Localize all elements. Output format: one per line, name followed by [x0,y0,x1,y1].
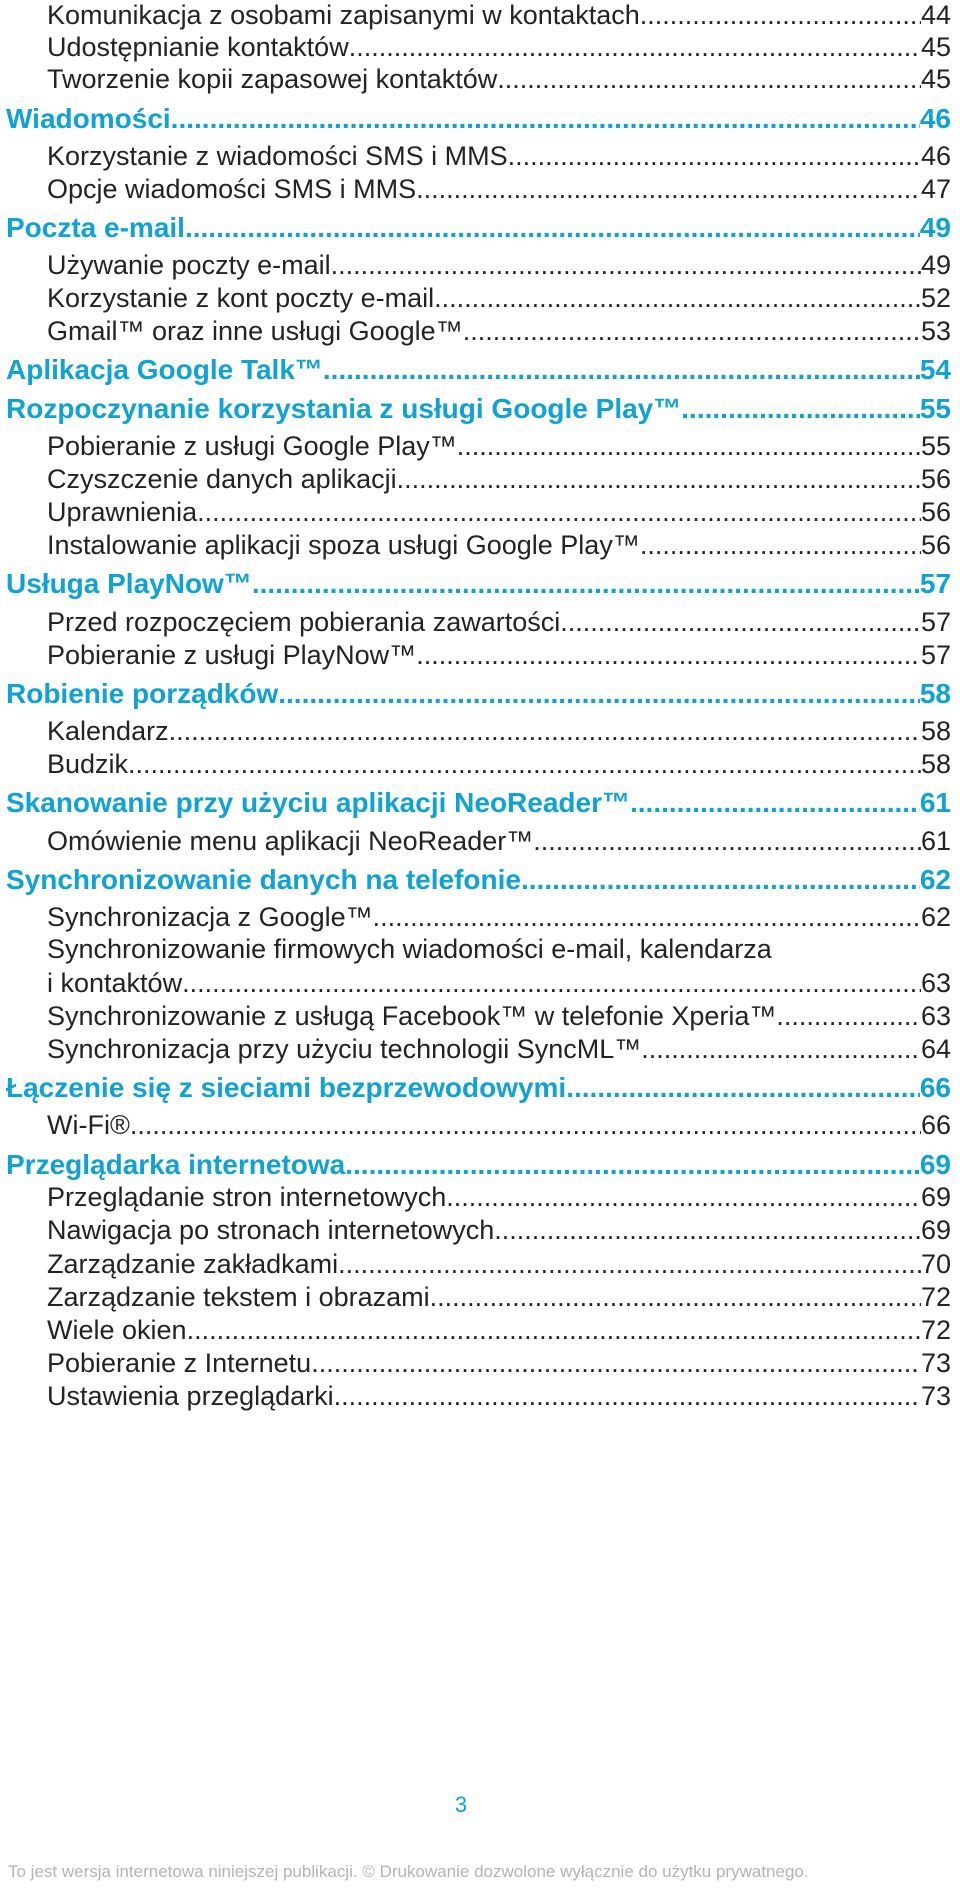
toc-entry-page-number: 64 [920,1034,951,1064]
toc-dot-leader [345,1149,920,1181]
toc-chapter-entry[interactable] [6,103,951,135]
toc-section-entry[interactable] [47,0,951,31]
toc-dot-leader [494,1215,921,1246]
toc-entry-page-number: 63 [920,1001,951,1031]
toc-entry-title: Usługa PlayNow™ [6,568,252,599]
toc-entry-title: Czyszczenie danych aplikacji [47,464,397,494]
toc-section-entry[interactable] [47,464,951,495]
toc-dot-leader [533,826,921,857]
toc-entry-title: Synchronizowanie danych na telefonie [6,864,521,895]
toc-entry-page-number: 56 [920,497,951,527]
toc-entry-page-number: 47 [920,174,951,204]
toc-entry-page-number: 52 [920,283,951,313]
toc-entry-title: Pobieranie z usługi Google Play™ [47,431,457,461]
toc-dot-leader [776,1001,921,1032]
toc-entry-title: Synchronizowanie z usługą Facebook™ w telefonie Xperia™ [47,1001,777,1031]
toc-entry-page-number: 73 [920,1381,951,1411]
toc-section-entry[interactable] [47,250,951,281]
toc-section-entry[interactable] [47,1315,951,1346]
toc-entry-title: Skanowanie przy użyciu aplikacji NeoReader™ [6,787,630,818]
toc-entry-page-number: 69 [920,1215,951,1245]
toc-entry-title-line1: Synchronizowanie firmowych wiadomości e-mail, kalendarza [47,934,772,964]
toc-dot-leader [311,1348,921,1379]
toc-dot-leader [463,316,921,347]
toc-section-entry[interactable] [47,968,951,999]
toc-dot-leader [416,640,921,671]
toc-entry-page-number: 49 [920,250,951,280]
toc-dot-leader [130,1110,921,1141]
toc-chapter-entry[interactable] [6,678,951,710]
toc-dot-leader [338,1249,921,1280]
toc-entry-title: Komunikacja z osobami zapisanymi w kontaktach [47,0,640,30]
toc-chapter-entry[interactable] [6,787,951,819]
toc-entry-page-number: 46 [919,103,951,134]
toc-entry-title: Ustawienia przeglądarki [47,1381,334,1411]
toc-section-entry[interactable] [47,902,951,933]
toc-section-entry[interactable] [47,826,951,857]
toc-section-entry[interactable] [47,716,951,747]
toc-dot-leader [446,1182,921,1213]
toc-entry-title: Kalendarz [47,716,169,746]
toc-entry-page-number: 57 [919,568,951,599]
toc-entry-title: Przeglądarka internetowa [6,1149,346,1180]
toc-chapter-entry[interactable] [6,568,951,600]
toc-entry-title: Poczta e-mail [6,212,185,243]
toc-dot-leader [185,212,920,244]
toc-entry-title: Wi-Fi® [47,1110,130,1140]
toc-dot-leader [252,568,920,600]
toc-dot-leader [430,1282,921,1313]
toc-entry-title: Gmail™ oraz inne usługi Google™ [47,316,463,346]
toc-section-entry[interactable] [47,1001,951,1032]
toc-section-entry[interactable] [47,1182,951,1213]
toc-chapter-entry[interactable] [6,393,951,425]
toc-section-entry[interactable] [47,174,951,205]
toc-chapter-entry[interactable] [6,354,951,386]
toc-entry-page-number: 66 [919,1072,951,1103]
toc-section-entry[interactable] [47,749,951,780]
toc-entry-title: Uprawnienia [47,497,198,527]
toc-entry-title: Rozpoczynanie korzystania z usługi Google Play™ [6,393,682,424]
toc-entry-page-number: 56 [920,530,951,560]
footer-note: To jest wersja internetowa niniejszej publikacji. © Drukowanie dozwolone wyłącznie do użytku prywatnego. [8,1862,809,1881]
toc-chapter-entry[interactable] [6,864,951,896]
toc-entry-title: Instalowanie aplikacji spoza usługi Google Play™ [47,530,640,560]
toc-dot-leader [323,354,920,386]
toc-chapter-entry[interactable] [6,1072,951,1104]
toc-dot-leader [640,0,921,31]
toc-entry-page-number: 57 [920,640,951,670]
toc-entry-page-number: 69 [919,1149,951,1180]
toc-entry-title: Omówienie menu aplikacji NeoReader™ [47,826,534,856]
toc-entry-title: Przeglądanie stron internetowych [47,1182,447,1212]
toc-dot-leader [566,1072,920,1104]
toc-dot-leader [334,1381,921,1412]
toc-dot-leader [457,431,921,462]
toc-entry-title: Opcje wiadomości SMS i MMS [47,174,417,204]
toc-section-entry[interactable] [47,431,951,462]
toc-entry-title: Synchronizacja przy użyciu technologii SyncML™ [47,1034,642,1064]
toc-section-entry[interactable] [47,1249,951,1280]
page-number: 3 [454,1792,468,1817]
toc-dot-leader [434,283,921,314]
toc-section-entry[interactable] [47,32,951,63]
toc-entry-page-number: 66 [920,1110,951,1140]
toc-dot-leader [416,174,921,205]
toc-section-entry[interactable] [47,64,951,95]
toc-entry-page-number: 55 [920,431,951,461]
toc-dot-leader [331,250,921,281]
toc-entry-title: Przed rozpoczęciem pobierania zawartości [47,607,561,637]
toc-section-entry[interactable] [47,1348,951,1379]
toc-entry-title: Korzystanie z wiadomości SMS i MMS [47,141,508,171]
toc-dot-leader [640,530,921,561]
toc-entry-page-number: 55 [919,393,951,424]
toc-entry-title: Łączenie się z sieciami bezprzewodowymi [6,1072,567,1103]
toc-entry-title: Udostępnianie kontaktów [47,32,349,62]
toc-entry-page-number: 46 [920,141,951,171]
toc-entry-title: Zarządzanie zakładkami [47,1249,339,1279]
toc-dot-leader [128,749,921,780]
toc-chapter-entry[interactable] [6,1149,951,1181]
toc-entry-title: Tworzenie kopii zapasowej kontaktów [47,64,498,94]
toc-entry-page-number: 72 [920,1315,951,1345]
toc-dot-leader [560,607,921,638]
toc-entry-page-number: 44 [920,0,951,30]
toc-entry-page-number: 56 [920,464,951,494]
toc-dot-leader [169,716,921,747]
toc-dot-leader [681,393,920,425]
toc-section-entry[interactable] [47,530,951,561]
toc-entry-page-number: 61 [919,787,951,818]
toc-entry-title: i kontaktów [47,968,183,998]
toc-entry-page-number: 58 [920,716,951,746]
toc-entry-title: Zarządzanie tekstem i obrazami [47,1282,430,1312]
toc-entry-page-number: 45 [920,64,951,94]
toc-entry-page-number: 53 [920,316,951,346]
toc-entry-title: Wiadomości [6,103,171,134]
toc-entry-page-number: 58 [919,678,951,709]
toc-entry-page-number: 62 [919,864,951,895]
toc-entry-page-number: 70 [920,1249,951,1279]
toc-dot-leader [373,902,921,933]
toc-entry-page-number: 54 [919,354,951,385]
toc-chapter-entry[interactable] [6,212,951,244]
toc-entry-page-number: 72 [920,1282,951,1312]
toc-entry-page-number: 73 [920,1348,951,1378]
toc-entry-title: Aplikacja Google Talk™ [6,354,323,385]
toc-section-entry[interactable] [47,1215,951,1246]
toc-entry-title: Robienie porządków [6,678,279,709]
toc-entry-page-number: 62 [920,902,951,932]
toc-dot-leader [397,464,921,495]
toc-section-entry[interactable] [47,283,951,314]
toc-section-entry[interactable] [47,1381,951,1412]
toc-section-entry[interactable] [47,497,951,528]
toc-entry-page-number: 63 [920,968,951,998]
toc-entry-title: Pobieranie z usługi PlayNow™ [47,640,417,670]
toc-entry-title: Korzystanie z kont poczty e-mail [47,283,435,313]
toc-dot-leader [508,141,921,172]
toc-entry-page-number: 61 [920,826,951,856]
toc-entry-title: Budzik [47,749,129,779]
toc-entry-page-number: 45 [920,32,951,62]
toc-section-entry[interactable] [47,1282,951,1313]
toc-dot-leader [182,968,921,999]
toc-dot-leader [187,1315,921,1346]
toc-dot-leader [197,497,921,528]
toc-section-entry[interactable] [47,316,951,347]
toc-entry-title: Nawigacja po stronach internetowych [47,1215,495,1245]
toc-dot-leader [349,32,921,63]
toc-entry-title: Używanie poczty e-mail [47,250,331,280]
toc-dot-leader [171,103,920,135]
toc-section-entry[interactable] [47,1034,951,1065]
toc-dot-leader [521,864,920,896]
toc-entry-page-number: 49 [919,212,951,243]
toc-entry-page-number: 58 [920,749,951,779]
toc-entry-title: Synchronizacja z Google™ [47,902,373,932]
toc-dot-leader [630,787,920,819]
toc-entry-page-number: 69 [920,1182,951,1212]
toc-section-entry[interactable] [47,640,951,671]
toc-dot-leader [278,678,920,710]
toc-entry-title: Wiele okien [47,1315,187,1345]
toc-entry-page-number: 57 [920,607,951,637]
toc-dot-leader [641,1034,921,1065]
toc-section-entry[interactable] [47,607,951,638]
toc-section-entry[interactable] [47,141,951,172]
toc-dot-leader [497,64,921,95]
toc-entry-title: Pobieranie z Internetu [47,1348,312,1378]
toc-section-entry[interactable] [47,1110,951,1141]
